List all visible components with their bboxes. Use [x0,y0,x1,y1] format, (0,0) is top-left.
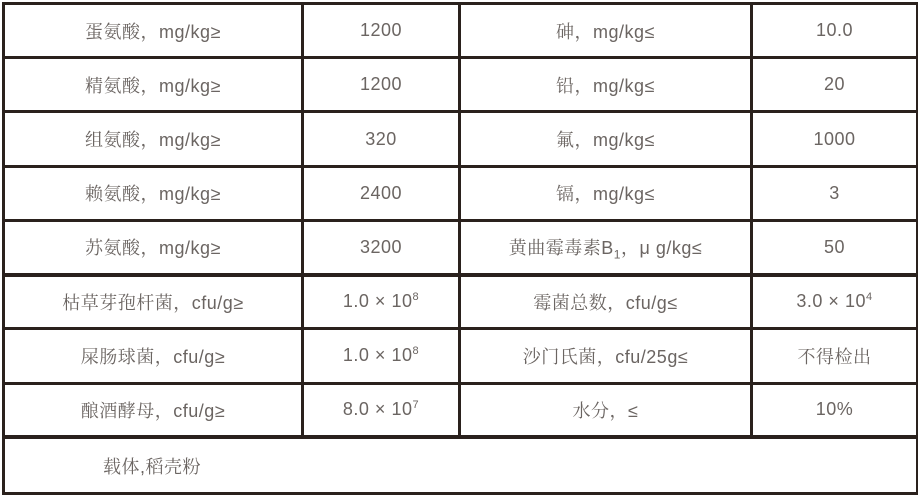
cell-text: 1.0 × 10 [342,345,413,366]
param-cell [4,58,303,112]
cell-text: 组氨酸，mg/kg≥ [85,130,221,151]
cell-text: ，μ g/kg≤ [620,238,703,259]
cell-text: 氟，mg/kg≤ [556,130,655,151]
param-cell [4,4,303,58]
cell-text: 霉菌总数，cfu/g≤ [533,292,678,313]
cell-text: 50 [823,236,846,257]
cell-text: 水分，≤ [572,400,639,421]
param-cell [4,112,303,166]
value-cell [752,275,918,329]
cell-text: 蛋氨酸，mg/kg≥ [85,21,221,42]
cell-text: 1200 [359,20,403,41]
cell-text: 载体,稻壳粉 [103,456,202,477]
cell-text: 1000 [813,128,856,149]
table-row [4,383,918,437]
param-cell [460,220,752,274]
param-cell [4,220,303,274]
cell-text: 砷，mg/kg≤ [556,21,655,42]
cell-text: 3.0 × 10 [796,291,866,312]
param-cell [460,383,752,437]
spec-table [2,2,918,495]
table-row [4,58,918,112]
cell-text: 1.0 × 10 [342,291,413,312]
param-cell [4,383,303,437]
cell-text: 20 [823,74,846,95]
value-cell [752,383,918,437]
superscript: 8 [412,345,420,358]
cell-text: 赖氨酸，mg/kg≥ [85,184,221,205]
value-cell [752,220,918,274]
value-cell [303,383,460,437]
value-cell [303,329,460,383]
cell-text: 3200 [359,236,403,257]
cell-text: 精氨酸，mg/kg≥ [85,75,221,96]
cell-text: 2400 [359,182,403,203]
table-row [4,4,918,58]
param-cell [460,166,752,220]
cell-text: 320 [365,128,397,149]
param-cell [460,329,752,383]
cell-text: 酿酒酵母，cfu/g≥ [80,400,226,421]
value-cell [303,58,460,112]
cell-text: 沙门氏菌，cfu/25g≤ [522,346,689,367]
value-cell [752,329,918,383]
param-cell [4,166,303,220]
param-cell [4,329,303,383]
superscript: 7 [412,399,420,412]
value-cell [752,112,918,166]
table-row [4,437,918,493]
cell-text: 镉，mg/kg≤ [556,184,655,205]
superscript: 8 [412,291,420,304]
param-cell [460,275,752,329]
value-cell [303,4,460,58]
table-row [4,112,918,166]
param-cell [4,275,303,329]
cell-text: 10.0 [815,20,854,41]
cell-text: 铅，mg/kg≤ [556,75,655,96]
param-cell [460,4,752,58]
cell-text: 屎肠球菌，cfu/g≥ [80,346,226,367]
param-cell [460,58,752,112]
cell-text: 8.0 × 10 [342,399,413,420]
cell-text: 3 [829,182,840,203]
subscript: 1 [613,247,621,262]
cell-text: 黄曲霉毒素B [508,238,614,259]
value-cell [752,4,918,58]
table-row [4,275,918,329]
param-cell [460,112,752,166]
cell-text: 1200 [359,74,403,95]
value-cell [303,112,460,166]
value-cell [303,166,460,220]
cell-text: 10% [815,399,854,420]
superscript: 4 [865,291,873,304]
value-cell [752,166,918,220]
table-row [4,329,918,383]
cell-text: 不得检出 [797,346,872,367]
cell-text: 枯草芽孢杆菌，cfu/g≥ [62,292,244,313]
table-row [4,166,918,220]
value-cell [303,220,460,274]
table-row [4,220,918,274]
cell-text: 苏氨酸，mg/kg≥ [85,238,221,259]
footer-cell [4,437,918,493]
value-cell [752,58,918,112]
value-cell [303,275,460,329]
